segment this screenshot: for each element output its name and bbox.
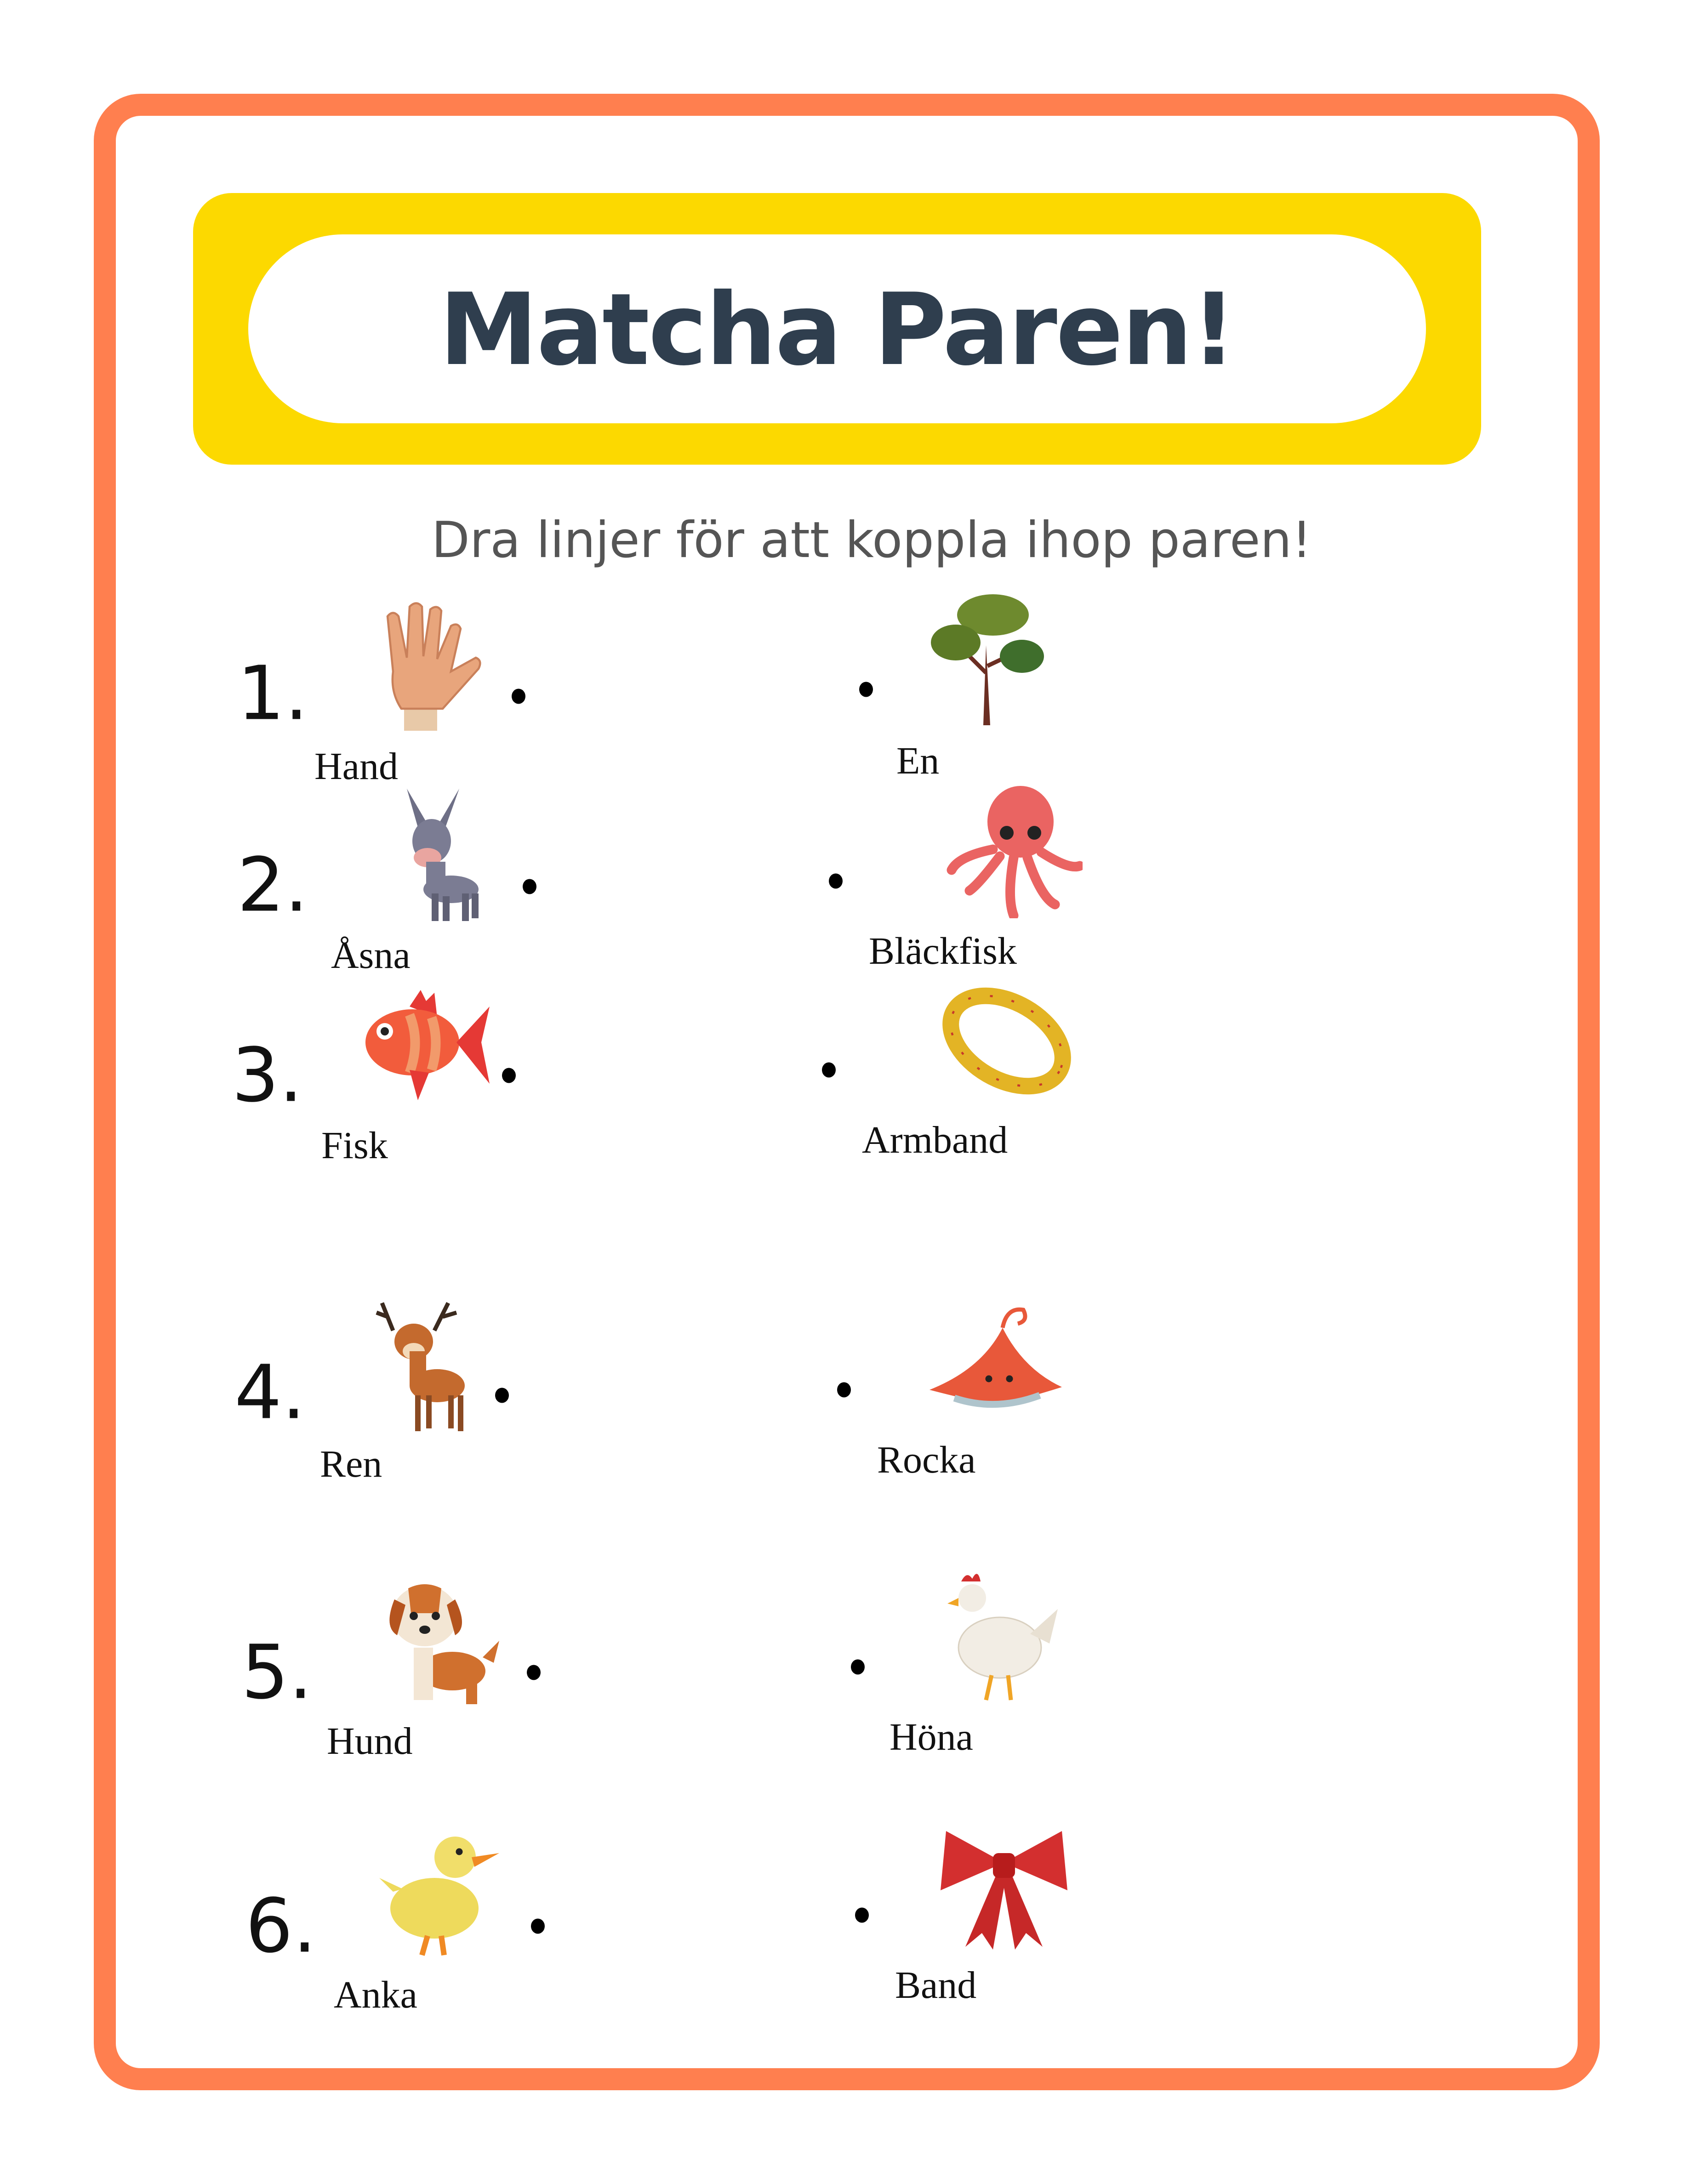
right-item-label: Band bbox=[895, 1965, 977, 2008]
reindeer-icon bbox=[352, 1296, 490, 1434]
right-match-dot[interactable] bbox=[855, 1908, 869, 1923]
right-item-label: Armband bbox=[862, 1120, 1008, 1162]
dog-icon bbox=[370, 1572, 508, 1710]
right-item-label: Höna bbox=[890, 1717, 973, 1759]
hand-icon bbox=[352, 596, 490, 734]
left-item-label: Ren bbox=[320, 1444, 382, 1486]
octopus-icon bbox=[945, 780, 1083, 918]
left-match-dot[interactable] bbox=[531, 1919, 545, 1934]
page-title: Matcha Paren! bbox=[439, 271, 1235, 387]
left-match-dot[interactable] bbox=[527, 1665, 541, 1680]
right-match-dot[interactable] bbox=[822, 1063, 836, 1078]
duck-icon bbox=[372, 1823, 510, 1961]
ribbon-bow-icon bbox=[935, 1814, 1073, 1952]
left-match-dot[interactable] bbox=[512, 689, 525, 704]
donkey-icon bbox=[365, 786, 503, 924]
item-number: 4. bbox=[234, 1349, 306, 1436]
left-item-label: Hund bbox=[327, 1721, 413, 1763]
title-pill bbox=[248, 234, 1426, 423]
left-match-dot[interactable] bbox=[495, 1388, 509, 1403]
item-number: 6. bbox=[245, 1883, 317, 1970]
right-match-dot[interactable] bbox=[859, 682, 873, 697]
right-item-label: Bläckfisk bbox=[869, 931, 1017, 973]
left-match-dot[interactable] bbox=[523, 879, 536, 894]
item-number: 2. bbox=[237, 842, 308, 929]
item-number: 1. bbox=[237, 650, 308, 737]
hen-icon bbox=[931, 1568, 1069, 1706]
right-match-dot[interactable] bbox=[851, 1660, 865, 1675]
item-number: 3. bbox=[232, 1032, 303, 1119]
left-item-label: Åsna bbox=[331, 935, 411, 978]
bracelet-icon bbox=[938, 972, 1076, 1110]
right-match-dot[interactable] bbox=[829, 874, 843, 889]
item-number: 5. bbox=[241, 1629, 313, 1716]
left-item-label: Hand bbox=[314, 746, 398, 789]
stingray-icon bbox=[927, 1293, 1065, 1431]
right-item-label: En bbox=[896, 740, 940, 783]
instructions: Dra linjer för att koppla ihop paren! bbox=[431, 513, 1312, 569]
left-item-label: Anka bbox=[334, 1974, 417, 2017]
tree-icon bbox=[917, 590, 1055, 728]
right-item-label: Rocka bbox=[877, 1439, 976, 1482]
right-match-dot[interactable] bbox=[837, 1382, 851, 1398]
fish-icon bbox=[354, 976, 492, 1114]
left-item-label: Fisk bbox=[321, 1125, 388, 1168]
left-match-dot[interactable] bbox=[502, 1068, 516, 1083]
